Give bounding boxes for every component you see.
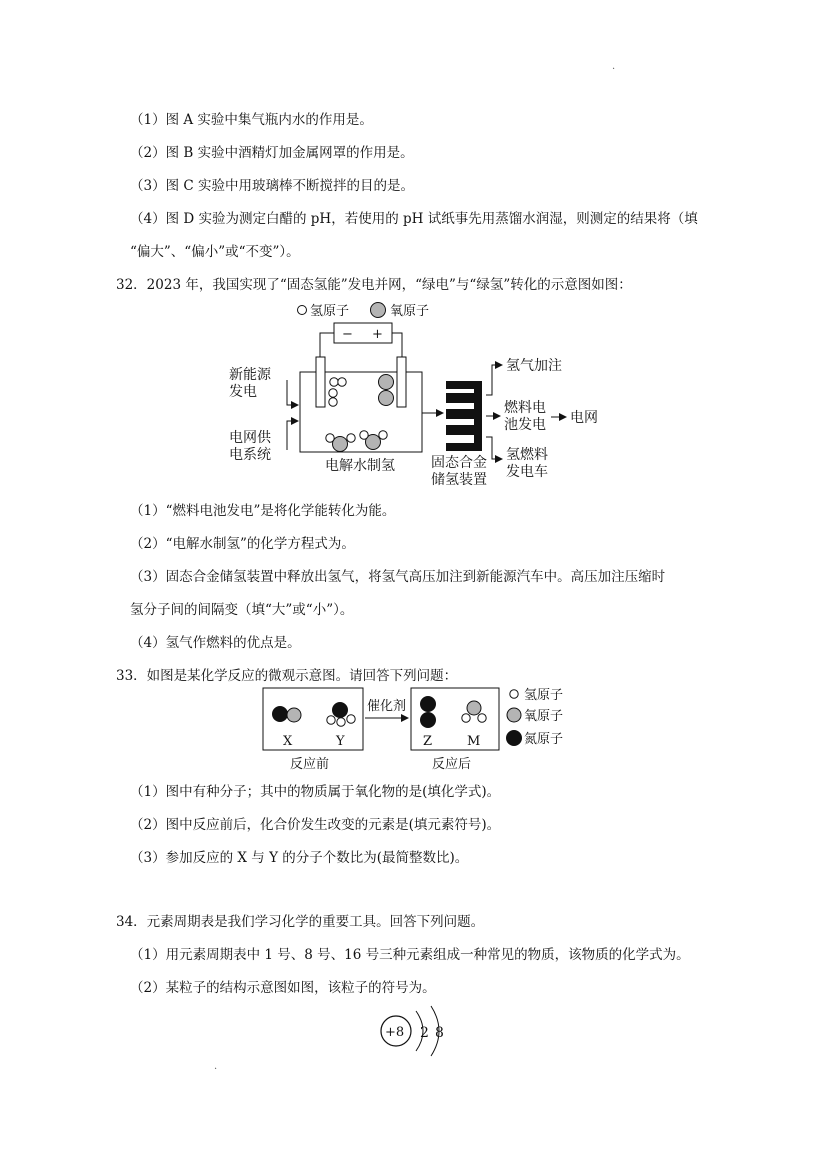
catalyst-label: 催化剂 [367,699,407,714]
nitrogen-atom [332,702,348,718]
hydrogen-atom [327,716,335,724]
legend-hydrogen-atom [510,690,518,698]
legend-nitrogen-atom [506,730,522,746]
q31-part1: （1）图 A 实验中集气瓶内水的作用是。 [130,112,373,128]
storage-label-line2: 储氢装置 [431,472,487,488]
electrode-right [397,357,406,407]
legend-nitrogen-label: 氮原子 [524,732,564,747]
legend-oxygen-label: 氧原子 [524,709,564,724]
label-Z: Z [423,734,433,749]
output-vehicle-line2: 发电车 [506,464,548,480]
output-fuelcell-line1: 燃料电 [504,400,546,416]
label-X: X [283,734,293,749]
legend-oxygen-label: 氧原子 [390,304,430,319]
after-label: 反应后 [432,757,472,772]
minus-sign: − [342,327,353,342]
q32-part3-line2: 氢分子间的间隔变（填“大”或“小”）。 [130,602,354,618]
hydrogen-atom [329,389,337,397]
oxygen-atom [379,375,394,390]
output-fuelcell-line2: 池发电 [504,417,546,433]
hydrogen-atom [360,431,368,439]
source-grid-line2: 电系统 [229,447,271,463]
wire-right [392,333,402,357]
legend-hydrogen-atom [298,306,307,315]
output-grid: 电网 [570,410,598,426]
shell2-electrons: 8 [435,1025,444,1041]
legend-hydrogen-label: 氢原子 [310,304,350,319]
oxygen-atom [333,437,348,452]
label-M: M [467,734,481,749]
q32-part4: （4）氢气作燃料的优点是。 [130,635,301,651]
q32-part2: （2）“电解水制氢”的化学方程式为。 [130,536,355,552]
q34-part2: （2）某粒子的结构示意图如图，该粒子的符号为。 [130,980,436,996]
shell1-electrons: 2 [420,1025,429,1041]
q32-hydrogen-diagram [0,295,827,495]
output-vehicle-line1: 氢燃料 [506,447,548,463]
q33-part3: （3）参加反应的 X 与 Y 的分子个数比为(最简整数比)。 [130,850,469,866]
label-Y: Y [336,734,345,749]
atomic-structure-diagram [0,1001,827,1061]
source-new-energy-line2: 发电 [229,384,257,400]
hydrogen-atom [379,431,387,439]
q32-part3-line1: （3）固态合金储氢装置中释放出氢气，将氢气高压加注到新能源汽车中。高压加注压缩时 [130,569,666,585]
nitrogen-atom [272,706,288,722]
hydrogen-atom [347,434,355,442]
page-mark-top: · [612,64,616,75]
oxygen-atom [379,391,394,406]
q34-part1: （1）用元素周期表中 1 号、8 号、16 号三种元素组成一种常见的物质，该物质的化学式为。 [130,947,690,963]
hydrogen-atom [462,714,470,722]
before-label: 反应前 [290,757,330,772]
q31-part4-line2: “偏大”、“偏小”或“不变”）。 [130,244,300,260]
oxygen-atom [287,708,301,722]
hydrogen-atom [338,378,346,386]
q31-part3: （3）图 C 实验中用玻璃棒不断搅拌的目的是。 [130,178,415,194]
electrode-left [316,357,325,407]
storage-label-line1: 固态合金 [431,455,487,471]
nitrogen-atom [420,696,436,712]
nitrogen-atom [420,712,436,728]
q33-stem: 33．如图是某化学反应的微观示意图。请回答下列问题： [116,668,458,684]
q33-part2: （2）图中反应前后，化合价发生改变的元素是(填元素符号)。 [130,817,501,833]
arrow-source2 [287,421,298,450]
q31-part4-line1: （4）图 D 实验为测定白醋的 pH，若使用的 pH 试纸事先用蒸馏水润湿，则测定的结果将（填 [130,211,698,227]
hydrogen-atom [478,714,486,722]
wire-left [320,333,334,357]
output-refuel: 氢气加注 [506,358,562,374]
source-grid-line1: 电网供 [229,430,271,446]
q33-reaction-diagram [0,682,827,777]
arrow-out-vehicle [486,437,502,459]
hydrogen-atom [329,398,337,406]
source-new-energy-line1: 新能源 [229,367,271,383]
q32-part1: （1）“燃料电池发电”是将化学能转化为能。 [130,503,396,519]
page-mark-bottom: · [214,1064,218,1075]
hydrogen-atom [330,378,338,386]
arrow-source1 [287,380,298,405]
legend-hydrogen-label: 氢原子 [524,688,564,703]
q33-part1: （1）图中有种分子；其中的物质属于氧化物的是(填化学式)。 [130,784,501,800]
q31-part2: （2）图 B 实验中酒精灯加金属网罩的作用是。 [130,145,414,161]
legend-oxygen-atom [507,708,521,722]
plus-sign: + [372,327,383,342]
hydrogen-atom [347,715,355,723]
hydrogen-atom [337,718,345,726]
nucleus-charge: +8 [385,1025,405,1040]
arrow-out-refuel [486,365,502,395]
q34-stem: 34．元素周期表是我们学习化学的重要工具。回答下列问题。 [116,914,485,930]
q32-stem: 32．2023 年，我国实现了“固态氢能”发电并网，“绿电”与“绿氢”转化的示意图如图： [116,277,632,293]
hydrogen-atom [326,434,334,442]
legend-oxygen-atom [371,303,386,318]
electrolysis-label: 电解水制氢 [325,458,395,474]
storage-device-icon [446,381,482,451]
oxygen-atom [467,701,481,715]
